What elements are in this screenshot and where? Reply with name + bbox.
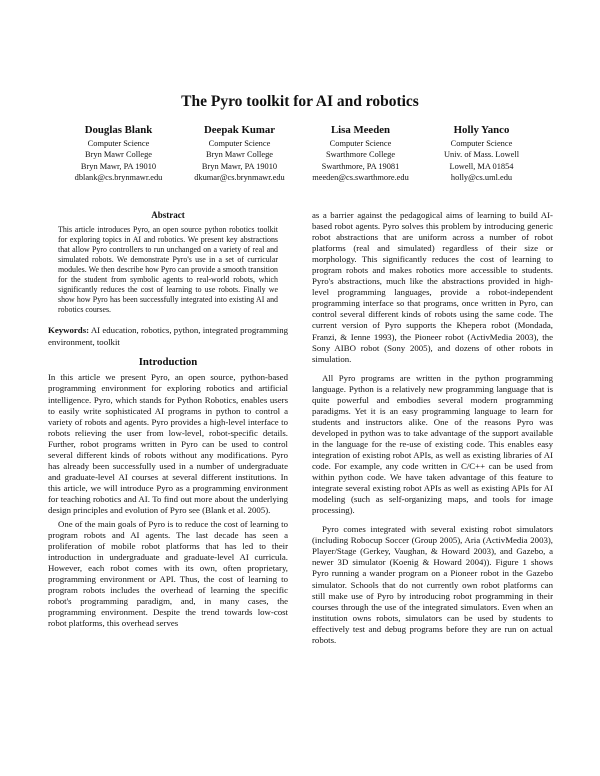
author-email: dkumar@cs.brynmawr.edu [194, 173, 285, 183]
author-block [179, 123, 300, 184]
author-name: Deepak Kumar [203, 124, 276, 136]
author-email: dblank@cs.brynmawr.edu [74, 173, 163, 183]
author-name: Holly Yanco [453, 124, 510, 136]
author-dept: Computer Science [450, 139, 513, 148]
keywords [48, 325, 288, 348]
author-email: holly@cs.uml.edu [450, 173, 513, 183]
section-heading-introduction: Introduction [138, 356, 198, 369]
author-name: Douglas Blank [84, 124, 153, 136]
author-institution: Bryn Mawr College [206, 150, 273, 160]
author-institution: Swarthmore College [325, 150, 396, 160]
intro-paragraph-2-continued: as a barrier against the pedagogical aims of learning to build AI-based robot agents. Pyro solves this problem by introducing generic robot abstractions that are uniform across a number of robot platforms (real and simulated) regardless of their size or morphology. This significantly reduces the cost of learning to program robots and makes robotics more accessible to students. Pyro's abstractions, much like the abstractions provided in high-level programming languages, provide a robot-independent programming interface so that programs, once written in Pyro, can control several different kinds of robots using the same code. The current version of Pyro supports the Khepera robot (Mondada, Franzi, & Ienne 1993), the Pioneer robot (ActivMedia 2003), the Sony AIBO robot (Sony 2005), and dozens of other robots in simulation. [312, 210, 553, 364]
intro-paragraph-1: In this article we present Pyro, an open source, python-based programming environment for exploring robotics and artificial intelligence. Pyro, which stands for Python Robotics, enables users to easily write sophisticated AI programs in python to control a variety of robots and agents. Pyro provides a high-level interface to robots relieving the user from low-level, robot-specific details. Further, robot programs written in Pyro can be used to control several different kinds of robots without any modifications. Pyro has already been successfully used in a number of undergraduate and graduate-level AI courses at several different institutions. In this article, we will introduce Pyro as a programming environment for teaching robotics and AI. To find out more about the underlying design principles and evolution of Pyro see (Blank et al. 2005). [48, 372, 288, 515]
author-block [421, 123, 542, 184]
author-dept: Computer Science [329, 139, 392, 148]
paper-title: The Pyro toolkit for AI and robotics [181, 93, 419, 110]
keywords-text: AI education, robotics, python, integrated programming environment, toolkit [48, 325, 289, 347]
author-address: Swarthmore, PA 19081 [321, 161, 400, 171]
author-email: meeden@cs.swarthmore.edu [312, 173, 409, 183]
author-institution: Univ. of Mass. Lowell [443, 150, 520, 160]
intro-paragraph-4: Pyro comes integrated with several existing robot simulators (including Robocup Soccer (Group 2005), Aria (ActivMedia 2003), Player/Stage (Gerkey, Vaughan, & Howard 2003), and Gazebo, a newer 3D simulator (Koenig & Howard 2004)). Figure 1 shows Pyro running a wander program on a Pioneer robot in the Gazebo simulator. Schools that do not currently own robot platforms can still make use of Pyro by introducing robot programming in their courses through the use of the integrated simulators. Even when an institution owns robots, simulators can be used by students to effectively test and debug programs before they are run on actual robots. [312, 524, 553, 645]
author-block [300, 123, 421, 184]
author-address: Lowell, MA 01854 [449, 161, 514, 171]
author-institution: Bryn Mawr College [85, 150, 152, 160]
abstract-text: This article introduces Pyro, an open source python robotics toolkit for exploring topics in AI and robotics. We present key abstractions that allow Pyro controllers to run unchanged on a variety of real and simulated robots. We demonstrate Pyro's use in a set of curricular modules. We then describe how Pyro can provide a smooth transition for the student from symbolic agents to real-world robots, which significantly reduces the cost of learning to use robots. Finally we show how Pyro has been successfully integrated into existing AI and robotics courses. [58, 225, 278, 315]
keywords-label: Keywords: [48, 325, 90, 336]
author-address: Bryn Mawr, PA 19010 [201, 161, 278, 171]
intro-paragraph-3: All Pyro programs are written in the python programming language. Python is a relatively new programming language that is quite powerful and embodies several modern programming paradigms. Yet it is an easy programming language to learn for students and instructors alike. One of the reasons Pyro was developed in python was to take advantage of the support available in the language for the re-use of existing code. This enables easy integration of existing robot APIs, as well as existing libraries of AI code. For example, any code written in C/C++ can be used from within python code. We have taken advantage of this feature to integrate several existing robot APIs as well as existing APIs for AI modeling (such as self-organizing maps, and tools for image processing). [312, 372, 553, 516]
author-dept: Computer Science [87, 139, 150, 148]
author-block [58, 123, 179, 184]
author-dept: Computer Science [208, 139, 271, 148]
left-column [48, 210, 288, 630]
author-list [58, 123, 542, 184]
author-name: Lisa Meeden [330, 124, 391, 136]
author-address: Bryn Mawr, PA 19010 [80, 161, 157, 171]
abstract-heading: Abstract [151, 210, 185, 220]
intro-paragraph-2: One of the main goals of Pyro is to reduce the cost of learning to program robots and AI agents. The last decade has seen a proliferation of mobile robot platforms that has led to their introduction in undergraduate and graduate-level AI curricula. However, each robot comes with its own, often proprietary, programming environment or API. Thus, the cost of learning to program robots includes the overhead of learning the specific robot's programming paradigm, and, in many cases, the programming environment. Despite the trend towards low-cost robot platforms, this overhead serves [48, 519, 288, 629]
right-column [312, 210, 553, 646]
